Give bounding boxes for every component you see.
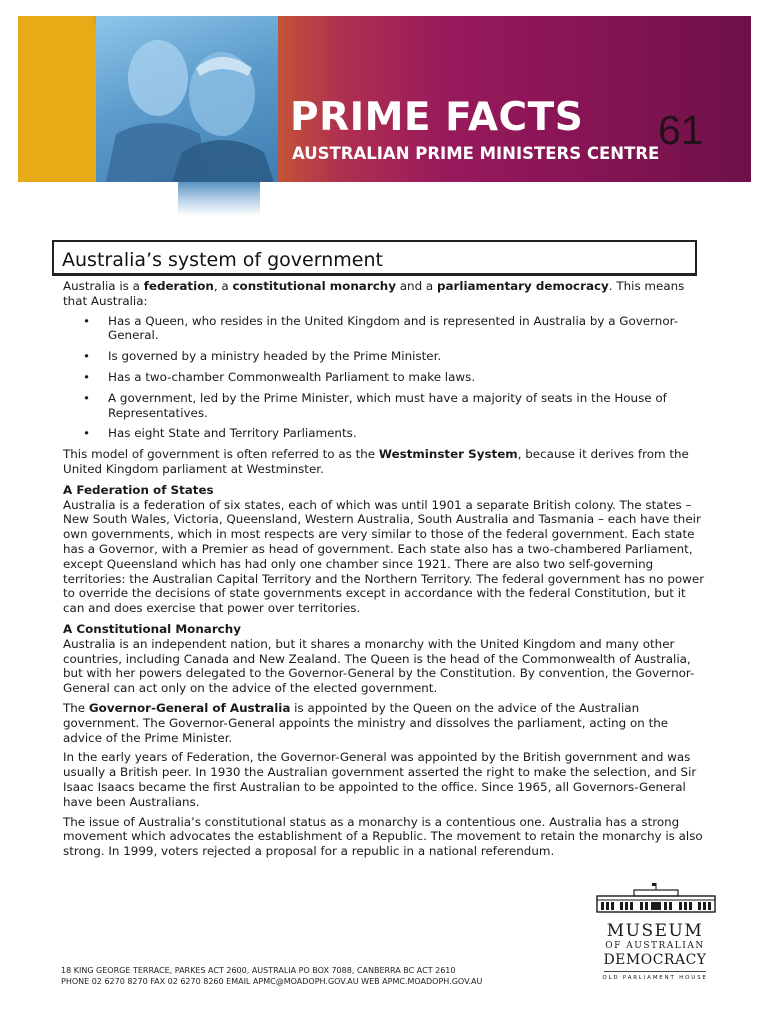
monarchy-heading: A Constitutional Monarchy (63, 621, 241, 636)
logo-line-of-australian: OF AUSTRALIAN (605, 941, 705, 951)
museum-logo (600, 922, 710, 982)
intro-paragraph (63, 279, 709, 309)
westminster-term: Westminster System (378, 447, 518, 462)
federation-heading: A Federation of States (63, 482, 214, 497)
list-item (63, 349, 709, 364)
parliament-house-icon (596, 882, 716, 914)
bullet-icon: • (83, 426, 91, 441)
list-item-text: Is governed by a ministry headed by the Prime Minister. (108, 349, 442, 364)
westminster-text: This model of government is often referred to as the (63, 447, 379, 462)
federation-paragraph: Australia is a federation of six states, each of which was until 1901 a separate British colony. The states – New South Wales, Victoria, Queensland, Western Australia, South Australia and Tasmania – each have their own governments, which in most respects are very similar to those of the federal government. Each state has a Governor, with a Premier as head of government. Each state also has a two-chambered Parliament, except Queensland which has had only one chamber since 1921. There are also two self-governing territories: the Australian Capital Territory and the Northern Territory. The federal government has no power to override the decisions of state governments except in accordance with the federal Constitution, but it can and does exercise that power over territories. (63, 497, 705, 616)
intro-text: Australia is a (63, 279, 144, 293)
bullet-icon: • (83, 369, 91, 384)
list-item (63, 370, 709, 385)
monarchy-paragraph: Australia is an independent nation, but it shares a monarchy with the United Kingdom and many other countries, including Canada and New Zealand. The Queen is the head of the Commonwealth of Australia, but with her powers delegated to the Governor-General by the Constitution. By convention, the Governor-General can act only on the advice of the elected government. (63, 636, 695, 696)
early-years-paragraph: In the early years of Federation, the Governor-General was appointed by the British government and was usually a British peer. In 1930 the Australian government asserted the right to make the selection, and Sir Isaac Isaacs became the first Australian to be appointed to the office. Since 1965, all Governors-General have been Australians. (63, 750, 697, 809)
logo-line-museum: MUSEUM (606, 921, 704, 941)
list-item (63, 314, 709, 344)
logo-line-democracy: DEMOCRACY (603, 952, 707, 968)
logo-divider (604, 971, 706, 972)
header-banner (18, 16, 751, 182)
intro-term-federation: federation (143, 279, 214, 293)
westminster-paragraph (63, 447, 709, 477)
prime-ministers-photo (96, 16, 278, 182)
article-body (63, 279, 709, 864)
gg-term: Governor-General of Australia (88, 700, 291, 715)
bullet-icon: • (83, 349, 91, 364)
list-item-text: A government, led by the Prime Minister, which must have a majority of seats in the House of Representatives. (108, 390, 667, 420)
gg-text: is appointed by the Queen on the advice of the Australian government. The Governor-General appoints the ministry and dissolves the parliament, acting on the advice of the Prime Minister. (63, 700, 669, 745)
features-list (63, 314, 709, 442)
footer-address: 18 KING GEORGE TERRACE, PARKES ACT 2600, AUSTRALIA PO BOX 7088, CANBERRA BC ACT 2610 (61, 966, 456, 975)
photo-fade (178, 182, 260, 216)
bullet-icon: • (83, 313, 91, 328)
list-item-text: Has a Queen, who resides in the United Kingdom and is represented in Australia by a Governor-General. (108, 313, 679, 343)
document-title-box (52, 240, 697, 276)
footer-contact (61, 966, 482, 987)
issue-number: 61 (658, 107, 704, 153)
republic-paragraph: The issue of Australia’s constitutional status as a monarchy is a contentious one. Australia has a strong movement which advocates the establishment of a Republic. The movement to retain the monarchy is also strong. In 1999, voters rejected a proposal for a republic in a national referendum. (63, 814, 703, 859)
logo-line-old-parliament-house: OLD PARLIAMENT HOUSE (602, 975, 708, 981)
intro-text: and a (395, 279, 437, 293)
list-item-text: Has eight State and Territory Parliaments. (108, 426, 357, 441)
governor-general-paragraph (63, 701, 709, 745)
intro-term-democracy: parliamentary democracy (436, 279, 609, 293)
intro-text: , a (213, 279, 233, 293)
footer-contact-details: PHONE 02 6270 8270 FAX 02 6270 8260 EMAIL APMC@MOADOPH.GOV.AU WEB APMC.MOADOPH.GOV.AU (61, 976, 483, 986)
banner-subtitle: AUSTRALIAN PRIME MINISTERS CENTRE (292, 144, 660, 163)
list-item (63, 426, 709, 441)
intro-text: . This means that Australia: (63, 279, 685, 308)
document-title: Australia’s system of government (62, 249, 383, 271)
intro-term-monarchy: constitutional monarchy (232, 279, 396, 293)
banner-title: PRIME FACTS (290, 95, 584, 140)
gg-text: The (63, 700, 89, 715)
westminster-text: , because it derives from the United Kingdom parliament at Westminster. (63, 447, 689, 476)
list-item (63, 391, 709, 421)
list-item-text: Has a two-chamber Commonwealth Parliament to make laws. (108, 369, 476, 384)
bullet-icon: • (83, 390, 91, 405)
portrait-silhouettes (96, 16, 278, 182)
